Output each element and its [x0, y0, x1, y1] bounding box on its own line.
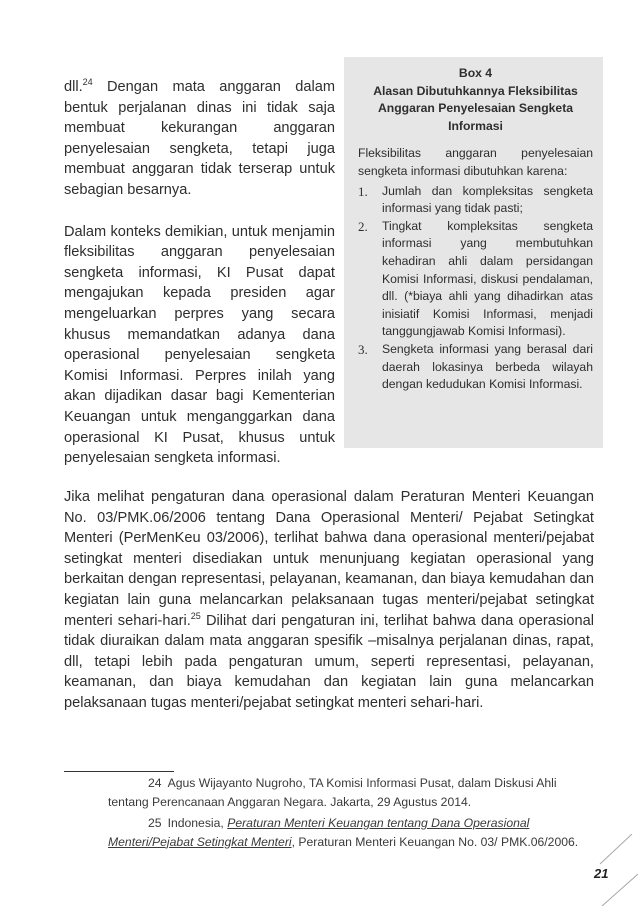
footnote-text-prefix: Indonesia,	[167, 816, 228, 830]
list-item-text: Tingkat kompleksitas sengketa informasi yang membutuhkan kehadiran ahli dalam persidangan Komisi Informasi, diskusi pendalaman, dll. (*biaya ahli yang dihadirkan atas inisiatif Komisi Informasi, menjadi tanggungjawab Komisi Informasi).	[382, 218, 593, 339]
box-4-sidebar	[344, 57, 603, 448]
box-label: Box 4	[458, 66, 493, 80]
body-paragraph-rest: Dilihat dari pengaturan ini, terlihat bahwa dana operasional tidak diuraikan dalam mata anggaran spesifik –misalnya perjalanan dinas, rapat, dll, tetapi lebih pada pengaturan umum, seperti representasi, pelayanan, keamanan, dan biaya kemudahan dan kegiatan lain guna melancarkan pelaksanaan tugas menteri/pejabat setingkat menteri sehari-hari.	[64, 612, 594, 711]
list-item-number: 1.	[358, 183, 368, 199]
list-item	[358, 183, 593, 218]
list-item	[358, 218, 593, 341]
box-title-line-3: Informasi	[448, 118, 503, 133]
list-item-number: 3.	[358, 341, 368, 357]
list-item-text: Sengketa informasi yang berasal dari daerah lokasinya berbeda wilayah dengan kedudukan Komisi Informasi.	[382, 341, 593, 392]
list-item-number: 2.	[358, 218, 368, 234]
left-paragraph-1	[64, 77, 335, 201]
footnote-25	[108, 814, 594, 851]
footnote-number: 24	[148, 776, 162, 790]
box-title-line-2: Anggaran Penyelesaian Sengketa	[377, 101, 574, 116]
footnote-text-suffix: , Peraturan Menteri Keuangan No. 03/ PMK.06/2006.	[291, 834, 579, 849]
box-title-line-1: Alasan Dibutuhkannya Fleksibilitas	[373, 83, 578, 98]
box-intro: Fleksibilitas anggaran penyelesaian sengketa informasi dibutuhkan karena:	[358, 146, 593, 178]
box-reasons-list	[358, 183, 593, 394]
footnote-cited-title: Peraturan Menteri Keuangan tentang Dana Operasional Menteri/Pejabat Setingkat Menteri	[108, 816, 530, 849]
body-paragraph-start: Jika melihat pengaturan dana operasional dalam Peraturan Menteri Keuangan No. 03/PMK.06/2006 tentang Dana Operasional Menteri/ Pejabat Setingkat Menteri (PerMenKeu 03/2006), terlihat bahwa dana operasional menteri/pejabat setingkat menteri disediakan untuk menunjuang kegiatan operasional yang berkaitan dengan representasi, pelayanan, keamanan, dan biaya kemudahan dan kegiatan lain guna melancarkan pelaksanaan tugas menteri/pejabat setingkat menteri sehari-hari.	[64, 489, 594, 629]
body-paragraph	[64, 487, 594, 714]
footnote-divider	[64, 771, 174, 772]
footnote-ref-24[interactable]: 24	[82, 77, 93, 88]
footnotes	[108, 774, 594, 851]
left-paragraph-2: Dalam konteks demikian, untuk menjamin fleksibilitas anggaran penyelesaian sengketa informasi, KI Pusat dapat mengajukan kepada presiden agar mengeluarkan perpres yang secara khusus memandatkan adanya dana operasional penyelesaian sengketa Komisi Informasi. Perpres inilah yang akan dijadikan dasar bagi Kementerian Keuangan untuk menganggarkan dana operasional KI Pusat, khusus untuk penyelesaian sengketa informasi.	[64, 223, 335, 467]
left-paragraph-1-start: dll.	[64, 79, 83, 95]
footnote-text: Agus Wijayanto Nugroho, TA Komisi Informasi Pusat, dalam Diskusi Ahli tentang Perencanaan Anggaran Negara. Jakarta, 29 Agustus 2014.	[108, 776, 557, 809]
page-number: 21	[594, 866, 609, 881]
footnote-number: 25	[148, 816, 162, 830]
list-item	[358, 341, 593, 394]
box-title	[358, 65, 593, 135]
left-paragraph-1-rest: Dengan mata anggaran dalam bentuk perjalanan dinas ini tidak saja membuat kekurangan anggaran penyelesaian sengketa, tetapi juga membuat anggaran tidak terserap untuk sebagian besarnya.	[64, 79, 335, 198]
footnote-ref-25[interactable]: 25	[190, 610, 201, 621]
left-column	[64, 77, 335, 469]
list-item-text: Jumlah dan kompleksitas sengketa informasi yang tidak pasti;	[382, 183, 593, 216]
footnote-24	[108, 774, 594, 811]
